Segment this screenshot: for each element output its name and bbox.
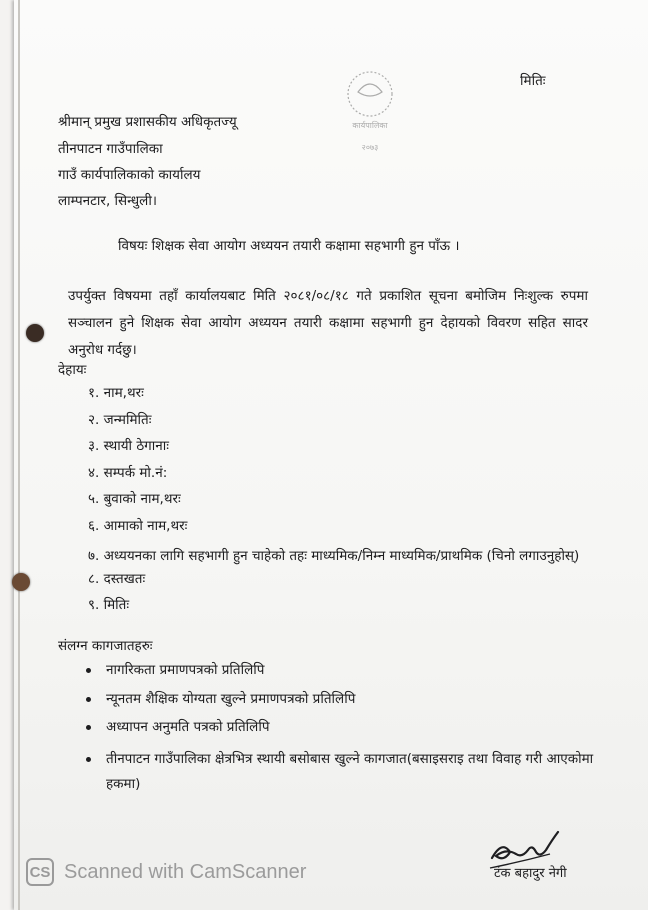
recipient-line-4: लाम्पनटार, सिन्धुली। xyxy=(58,193,157,209)
bullet-icon xyxy=(86,725,91,730)
date-label: मितिः xyxy=(520,73,546,89)
office-stamp xyxy=(330,64,410,156)
detail-item: ४. सम्पर्क मो.नं: xyxy=(88,464,168,481)
punch-hole-bottom xyxy=(12,573,30,591)
stamp-year: २०७३ xyxy=(361,143,379,152)
attachment-item xyxy=(84,747,604,797)
bullet-icon xyxy=(86,697,91,702)
detail-item: २. जन्ममितिः xyxy=(88,411,152,428)
attachment-text: तीनपाटन गाउँपालिका क्षेत्रभित्र स्थायी बसोबास खुल्ने कागजात(बसाइसराइ तथा विवाह गरी आएकोमा हकमा) xyxy=(106,750,594,792)
detail-item: ६. आमाको नाम,थरः xyxy=(88,517,188,534)
recipient-line-1: श्रीमान् प्रमुख प्रशासकीय अधिकृतज्यू xyxy=(58,114,237,130)
attachments-heading: संलग्न कागजातहरुः xyxy=(58,638,153,654)
letter-subject: विषयः शिक्षक सेवा आयोग अध्ययन तयारी कक्षामा सहभागी हुन पाँऊ । xyxy=(118,238,460,254)
camscanner-text: Scanned with CamScanner xyxy=(64,860,307,883)
punch-hole-top xyxy=(26,324,44,342)
recipient-line-2: तीनपाटन गाउँपालिका xyxy=(58,141,163,157)
attachment-text: न्यूनतम शैक्षिक योग्यता खुल्ने प्रमाणपत्रको प्रतिलिपि xyxy=(106,690,356,707)
attachment-text: अध्यापन अनुमति पत्रको प्रतिलिपि xyxy=(106,719,270,735)
stamp-text-line: कार्यपालिका xyxy=(352,121,388,130)
recipient-line-3: गाउँ कार्यपालिकाको कार्यालय xyxy=(58,167,201,183)
attachment-item xyxy=(84,718,604,736)
attachments-list xyxy=(84,661,604,807)
attachment-item xyxy=(84,661,604,679)
attachment-item xyxy=(84,690,604,708)
details-list xyxy=(88,384,608,623)
details-heading: देहायः xyxy=(58,362,87,378)
bullet-icon xyxy=(86,757,91,762)
letter-body: उपर्युक्त विषयमा तहाँ कार्यालयबाट मिति २०८१/०८/१८ गते प्रकाशित सूचना बमोजिम निःशुल्क रुपमा सञ्चालन हुने शिक्षक सेवा आयोग अध्ययन तयारी कक्षामा सहभागी हुन देहायको विवरण सहित सादर अनुरोध गर्दछु। xyxy=(68,288,588,358)
camscanner-watermark xyxy=(26,857,306,887)
attachment-text: नागरिकता प्रमाणपत्रको प्रतिलिपि xyxy=(106,662,265,678)
detail-item: ७. अध्ययनका लागि सहभागी हुन चाहेको तहः माध्यमिक/निम्न माध्यमिक/प्राथमिक (चिनो लगाउनुहोस्) xyxy=(88,547,580,564)
detail-item: १. नाम,थरः xyxy=(88,385,144,401)
detail-item: ८. दस्तखतः xyxy=(88,570,146,587)
detail-item: ९. मितिः xyxy=(88,597,130,614)
camscanner-logo-icon: CS xyxy=(26,858,54,886)
detail-item: ३. स्थायी ठेगानाः xyxy=(88,438,169,455)
bullet-icon xyxy=(86,668,91,673)
detail-item: ५. बुवाको नाम,थरः xyxy=(88,491,181,508)
signer-name: टंक बहादुर नेगी xyxy=(494,866,567,881)
page-fold-line xyxy=(18,0,20,910)
